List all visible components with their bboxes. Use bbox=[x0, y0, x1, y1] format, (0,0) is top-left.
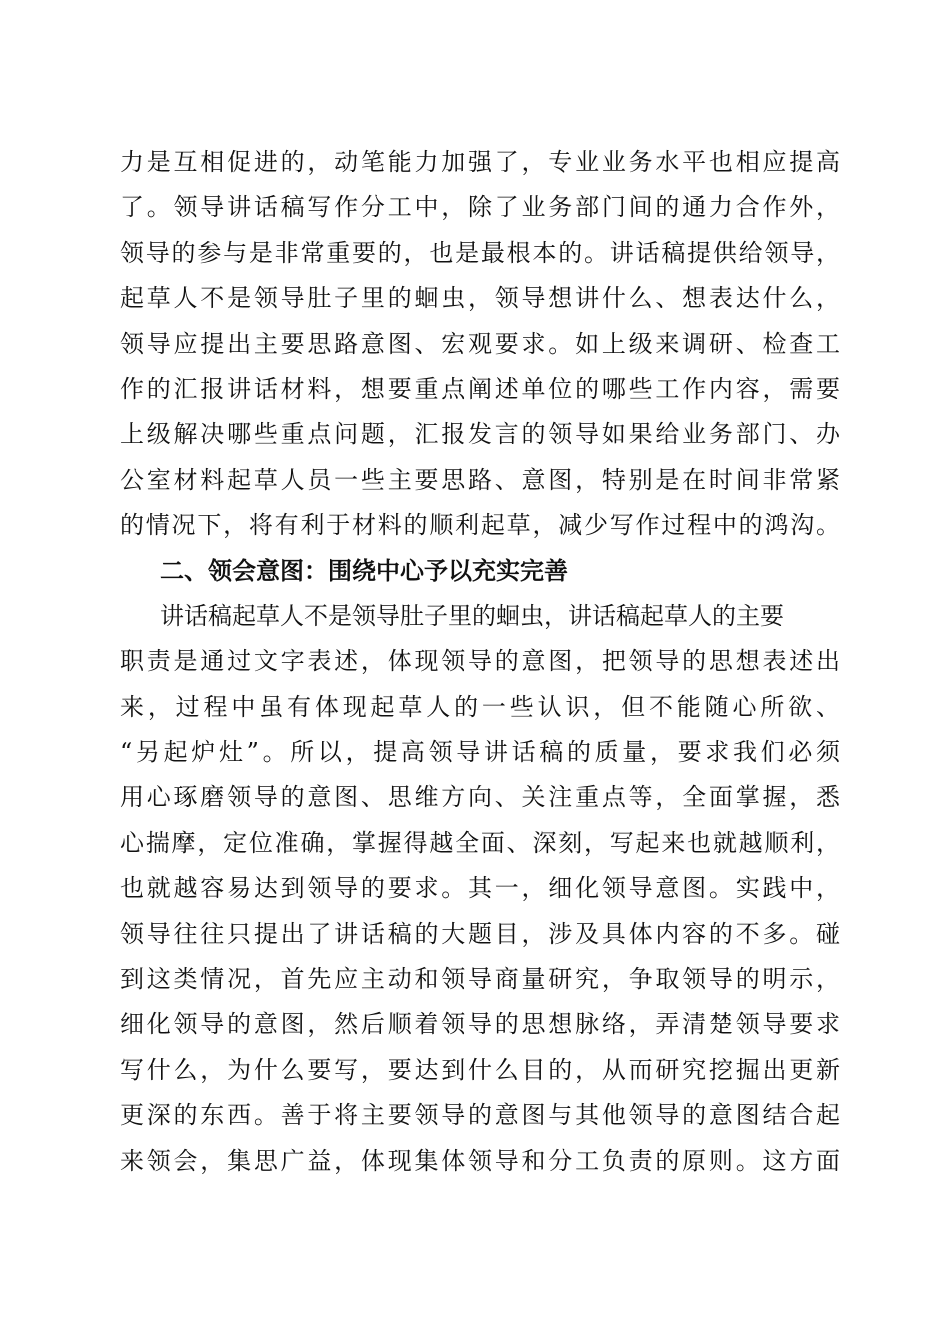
paragraph-1 bbox=[120, 140, 840, 549]
text-line: 用心琢磨领导的意图、思维方向、关注重点等，全面掌握，悉 bbox=[120, 783, 840, 812]
text-line: 心揣摩，定位准确，掌握得越全面、深刻，写起来也就越顺利， bbox=[120, 828, 840, 857]
text-line: 更深的东西。善于将主要领导的意图与其他领导的意图结合起 bbox=[120, 1101, 840, 1130]
text-line: 细化领导的意图，然后顺着领导的思想脉络，弄清楚领导要求 bbox=[120, 1010, 840, 1039]
text-line: 领导往往只提出了讲话稿的大题目，涉及具体内容的不多。碰 bbox=[120, 919, 840, 948]
text-line: 起草人不是领导肚子里的蛔虫，领导想讲什么、想表达什么， bbox=[120, 284, 840, 313]
text-line: 上级解决哪些重点问题，汇报发言的领导如果给业务部门、办 bbox=[120, 420, 840, 449]
section-heading: 二、领会意图：围绕中心予以充实完善 bbox=[160, 556, 568, 585]
paragraph-2 bbox=[120, 594, 840, 1184]
document-body bbox=[120, 140, 840, 1184]
text-line: 到这类情况，首先应主动和领导商量研究，争取领导的明示， bbox=[120, 965, 840, 994]
text-line: 职责是通过文字表述，体现领导的意图，把领导的思想表述出 bbox=[120, 647, 840, 676]
text-line: 来领会，集思广益，体现集体领导和分工负责的原则。这方面 bbox=[120, 1146, 840, 1175]
text-line: 力是互相促进的，动笔能力加强了，专业业务水平也相应提高 bbox=[120, 148, 840, 176]
text-line: 来，过程中虽有体现起草人的一些认识，但不能随心所欲、 bbox=[120, 692, 840, 721]
text-line: 写什么，为什么要写，要达到什么目的，从而研究挖掘出更新 bbox=[120, 1055, 840, 1084]
text-line: 了。领导讲话稿写作分工中，除了业务部门间的通力合作外， bbox=[120, 193, 840, 222]
text-line: “另起炉灶”。所以，提高领导讲话稿的质量，要求我们必须 bbox=[120, 738, 840, 767]
text-line: 讲话稿起草人不是领导肚子里的蛔虫，讲话稿起草人的主要 bbox=[160, 601, 784, 630]
text-line: 领导的参与是非常重要的，也是最根本的。讲话稿提供给领导， bbox=[120, 238, 840, 267]
text-line: 作的汇报讲话材料，想要重点阐述单位的哪些工作内容，需要 bbox=[120, 374, 840, 403]
text-line: 公室材料起草人员一些主要思路、意图，特别是在时间非常紧 bbox=[120, 465, 840, 494]
text-line: 的情况下，将有利于材料的顺利起草，减少写作过程中的鸿沟。 bbox=[120, 511, 840, 540]
text-line: 领导应提出主要思路意图、宏观要求。如上级来调研、检查工 bbox=[120, 329, 840, 358]
text-line: 也就越容易达到领导的要求。其一，细化领导意图。实践中， bbox=[120, 874, 840, 903]
